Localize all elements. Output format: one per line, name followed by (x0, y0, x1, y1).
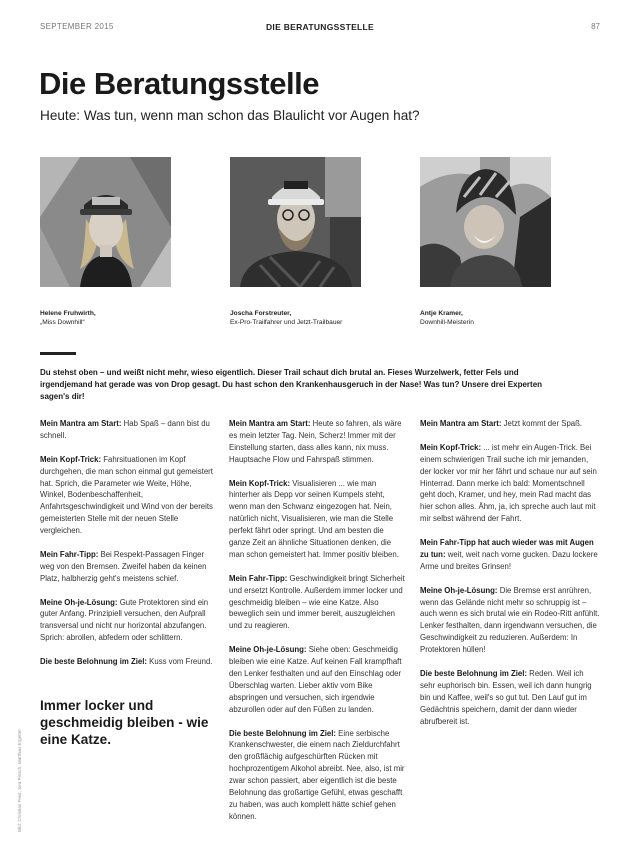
answer-block (420, 442, 600, 525)
answer-text: Fahrsituationen im Kopf durchgehen, die man schon einmal gut gemeistert hat. Sprich, die Parameter wie Weite, Höhe, Winkel, Bodenbeschaffenheit, Anfahrtsgeschwindigkeit und Wind von der bereits gemeisterten Stelle mit der neuen Stelle vergleichen. (40, 454, 213, 536)
answer-text: Geschwindigkeit bringt Sicherheit und ersetzt Kontrolle. Außerdem immer locker und geschmeidig bleiben – wie eine Katze. Also beweglich sein und immer bereit, auszugleichen und zu reagieren. (229, 573, 405, 631)
answer-label: Mein Fahr-Tipp: (40, 549, 99, 559)
answer-block (420, 585, 600, 656)
answer-text: Reden. Weil ich sehr euphorisch bin. Essen, weil ich dann hungrig bin und Kaffee, weil's so gut tut. Den Lauf gut im Gedächtnis speichern, damit der dann wieder abrufbereit ist. (420, 668, 592, 726)
answer-label: Mein Fahr-Tipp: (229, 573, 288, 583)
answer-block (229, 728, 405, 823)
answer-block (40, 549, 218, 585)
answer-label: Mein Mantra am Start: (40, 419, 122, 428)
issue-date: SEPTEMBER 2015 (40, 22, 114, 31)
expert-role: „Miss Downhill“ (40, 319, 85, 326)
answer-block (229, 478, 405, 561)
answer-text: Bei Respekt-Passagen Finger weg von den Bremsen. Zweifel haben da keinen Platz, halbherzig geht's meistens schief. (40, 549, 207, 583)
expert-name: Joscha Forstreuter, (230, 310, 292, 317)
expert-role: Downhill-Meisterin (420, 319, 474, 326)
answer-text: Visualisieren ... wie man hinterher als Depp vor seinen Kumpels steht, wenn man den Schwanz eingezogen hat. Nein, natürlich nicht, Visualisieren, wie man die Stelle perfekt fährt oder springt. Und am besten die ganze Zeit an ähnliche Situationen denken, die man schon gemeistert hat. Immer positiv bleiben. (229, 478, 399, 559)
answer-label: Die beste Belohnung im Ziel: (40, 657, 148, 667)
page-number: 87 (591, 22, 600, 31)
answer-block (420, 418, 600, 430)
page-header (40, 22, 600, 36)
answer-text: Siehe oben: Geschmeidig bleiben wie eine Katze. Auf keinen Fall krampfhaft den Lenker festhalten und auf den Einschlag oder Überschlag warten. Lieber aktiv vom Bike abspringen und versuchen, sich irgendwie abzurollen oder auf den Füßen zu landen. (229, 645, 402, 714)
page-subtitle: Heute: Was tun, wenn man schon das Blaulicht vor Augen hat? (40, 108, 420, 123)
expert-photo-joscha (230, 157, 361, 287)
answer-text: Die Bremse erst anrühren, wenn das Gelände nicht mehr so schruppig ist – auch wenn es sich brutal wie ein Rodeo-Ritt anfühlt. Lenker festhalten, dann irgendwann versuchen, die Geschwindigkeit zu reduzieren. Außerdem: In Protektoren hüllen! (420, 585, 600, 655)
answer-text: Eine serbische Krankenschwester, die einem nach Zieldurchfahrt den großflächig aufgeschürften Rücken mit hochprozentigem Alkohol abreibt. Nee, also, ist mir zwar schon passiert, aber eigentlich ist die beste Belohnung das großartige Gefühl, etwas geschafft zu haben, was auch komplett hätte schief gehen können. (229, 728, 405, 821)
answer-block (40, 656, 218, 668)
answer-text: Gute Protektoren sind ein guter Anfang. Prinzipiell versuchen, den Aufprall transversal und nicht nur horizontal abzufangen. Sprich: abrollen, abfedern oder schlittern. (40, 597, 209, 643)
answer-column-antje (420, 418, 600, 739)
answer-text: ... ist mehr ein Augen-Trick. Bei einem schwierigen Trail suche ich mir jemanden, der locker vor mir her fährt und schaue nur auf sein Hinterrad. Dann merke ich bald: Momentschnell geht doch, Kramer, und hey, mein Rad macht das hier schon alles. Ähm, ja, ich spreche auch laut mit mir selbst während der Fahrt. (420, 442, 597, 524)
expert-caption-2 (230, 309, 342, 327)
answer-block (420, 668, 600, 728)
answer-text: Hab Spaß – dann bist du schnell. (40, 419, 210, 440)
answer-block (40, 454, 218, 537)
answer-text: Heute so fahren, als wäre es mein letzter Tag. Nein, Scherz! Immer mit der Einstellung starten, dass alles kann, nix muss. Hauptsache Flow und Fahrspaß stimmen. (229, 419, 402, 464)
expert-name: Helene Fruhwirth, (40, 310, 96, 317)
answer-text: Kuss vom Freund. (147, 657, 213, 667)
answer-column-joscha (229, 418, 405, 835)
expert-name: Antje Kramer, (420, 310, 463, 317)
intro-paragraph: Du stehst oben – und weißt nicht mehr, wieso eigentlich. Dieser Trail schaut dich brutal an. Fieses Wurzelwerk, fetter Fels und irgendjemand hat gerade was von Drop gesagt. Du hast schon den Krankenhausgeruch in der Nase! Was tun? Unsere drei Experten sagen's dir! (40, 368, 543, 401)
answer-text: Jetzt kommt der Spaß. (501, 419, 583, 428)
expert-caption-3 (420, 309, 474, 327)
answer-label: Mein Mantra am Start: (420, 419, 502, 428)
answer-block (229, 573, 405, 633)
page-title: Die Beratungsstelle (39, 66, 319, 101)
answer-label: Mein Fahr-Tipp hat auch wieder was mit Augen zu tun: (420, 538, 594, 559)
photo-credit: Bild: Christian Feist, Sea Pinsch, Matthias Ergetter (17, 729, 22, 832)
answer-block (420, 537, 600, 573)
expert-photo-antje (420, 157, 551, 287)
answer-label: Mein Mantra am Start: (229, 419, 311, 428)
expert-caption-1 (40, 309, 96, 327)
answer-label: Mein Kopf-Trick: (420, 442, 482, 452)
answer-column-helene (40, 418, 218, 680)
answer-label: Meine Oh-je-Lösung: (420, 585, 498, 595)
answer-label: Meine Oh-je-Lösung: (229, 645, 307, 655)
expert-role: Ex-Pro-Trailfahrer und Jetzt-Trailbauer (230, 319, 343, 326)
section-title: DIE BERATUNGSSTELLE (265, 22, 375, 32)
answer-label: Die beste Belohnung im Ziel: (420, 668, 528, 678)
answer-label: Die beste Belohnung im Ziel: (229, 728, 337, 738)
answer-block (229, 418, 405, 466)
pull-quote: Immer locker und geschmeidig bleiben - wie eine Katze. (40, 698, 209, 747)
answer-label: Mein Kopf-Trick: (229, 478, 291, 488)
answer-block (40, 597, 218, 645)
answer-block (40, 418, 218, 442)
expert-photo-helene (40, 157, 171, 287)
answer-label: Meine Oh-je-Lösung: (40, 597, 118, 607)
section-divider (40, 352, 76, 355)
answer-text: weit, weit nach vorne gucken. Dazu lockere Arme und breites Grinsen! (420, 549, 598, 571)
answer-block (229, 644, 405, 715)
answer-label: Mein Kopf-Trick: (40, 454, 102, 464)
